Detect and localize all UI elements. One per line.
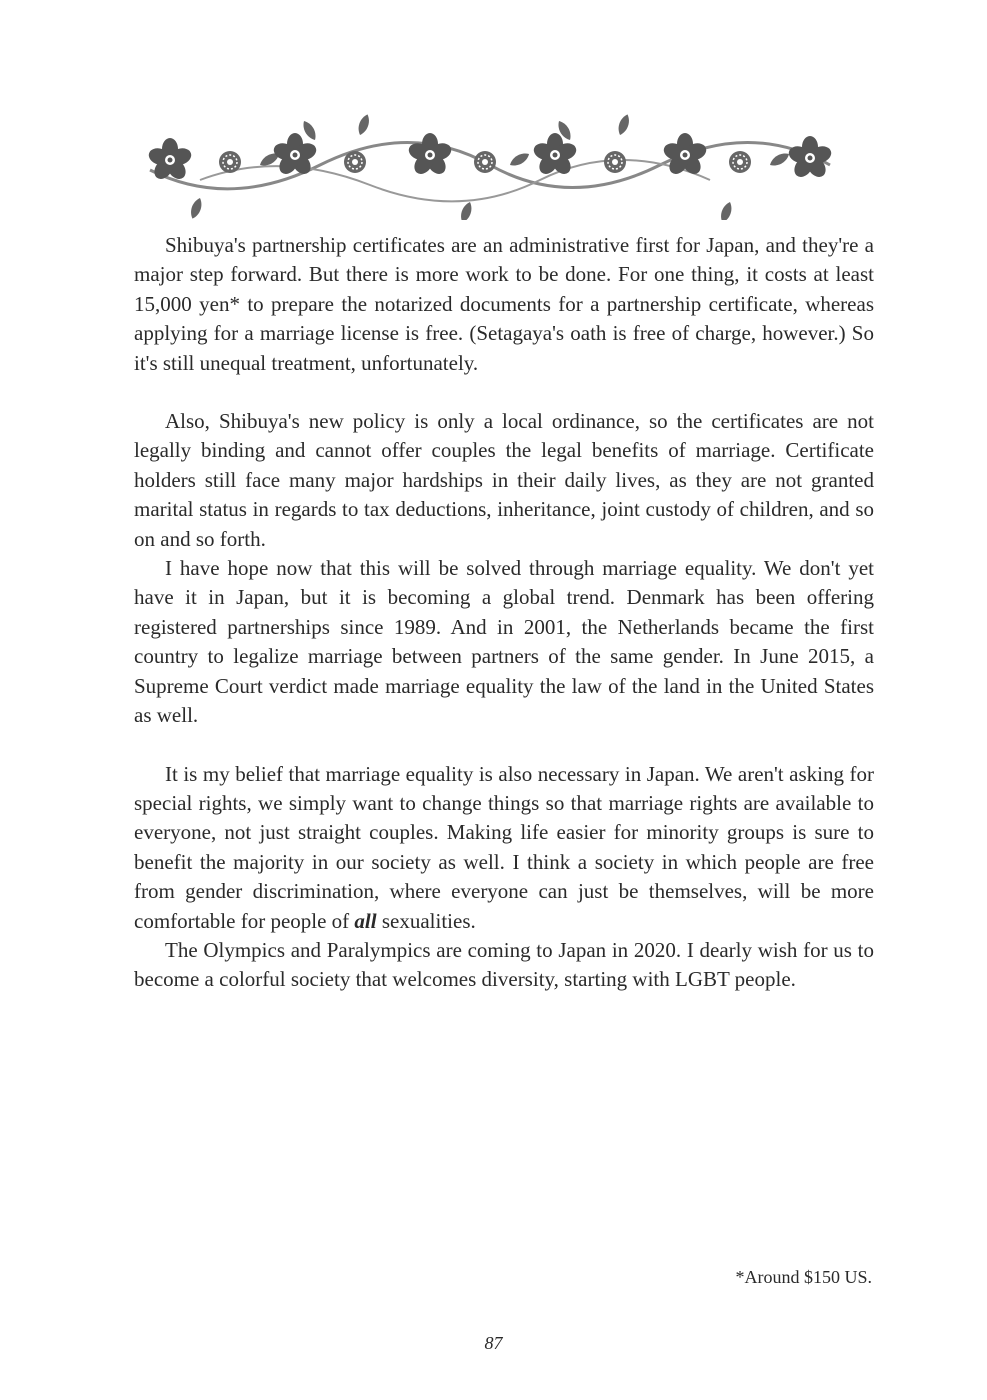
paragraph-gap (134, 378, 874, 407)
emphasis-all: all (354, 908, 377, 933)
paragraph-gap (134, 731, 874, 760)
page-number: 87 (484, 1333, 503, 1353)
paragraph-4-text: It is my belief that marriage equality is also necessary in Japan. We aren't asking for special rights, we simply want to change things so that marriage rights are available to everyone, not just straight couples. Making life easier for minority groups is sure to benefit the majority in our society as well. I think a society in which people are free from gender discrimination, where everyone can just be themselves, will be more comfortable for people of (134, 761, 874, 933)
body-text (134, 231, 874, 995)
footnote: *Around $150 US. (735, 1267, 872, 1287)
paragraph-4 (134, 760, 874, 936)
paragraph-3: I have hope now that this will be solved through marriage equality. We don't yet have it in Japan, but it is becoming a global trend. Denmark has been offering registered partnerships since 1989. And in 2001, the Netherlands became the first country to legalize marriage between partners of the same gender. In June 2015, a Supreme Court verdict made marriage equality the law of the land in the United States as well. (134, 556, 874, 728)
cherry-blossom-vine-icon (140, 110, 840, 220)
paragraph-4-end: sexualities. (376, 908, 476, 933)
paragraph-1: Shibuya's partnership certificates are an administrative first for Japan, and they're a major step forward. But there is more work to be done. For one thing, it costs at least 15,000 yen* to prepare the notarized documents for a partnership certificate, whereas applying for a marriage license is free. (Setagaya's oath is free of charge, however.) So it's still unequal treatment, unfortunately. (134, 233, 874, 375)
paragraph-2: Also, Shibuya's new policy is only a local ordinance, so the certificates are not legally binding and cannot offer couples the legal benefits of marriage. Certificate holders still face many major hardships in their daily lives, as they are not granted marital status in regards to tax deductions, inheritance, joint custody of children, and so on and so forth. (134, 409, 874, 551)
paragraph-5: The Olympics and Paralympics are coming to Japan in 2020. I dearly wish for us to become a colorful society that welcomes diversity, starting with LGBT people. (134, 937, 874, 992)
